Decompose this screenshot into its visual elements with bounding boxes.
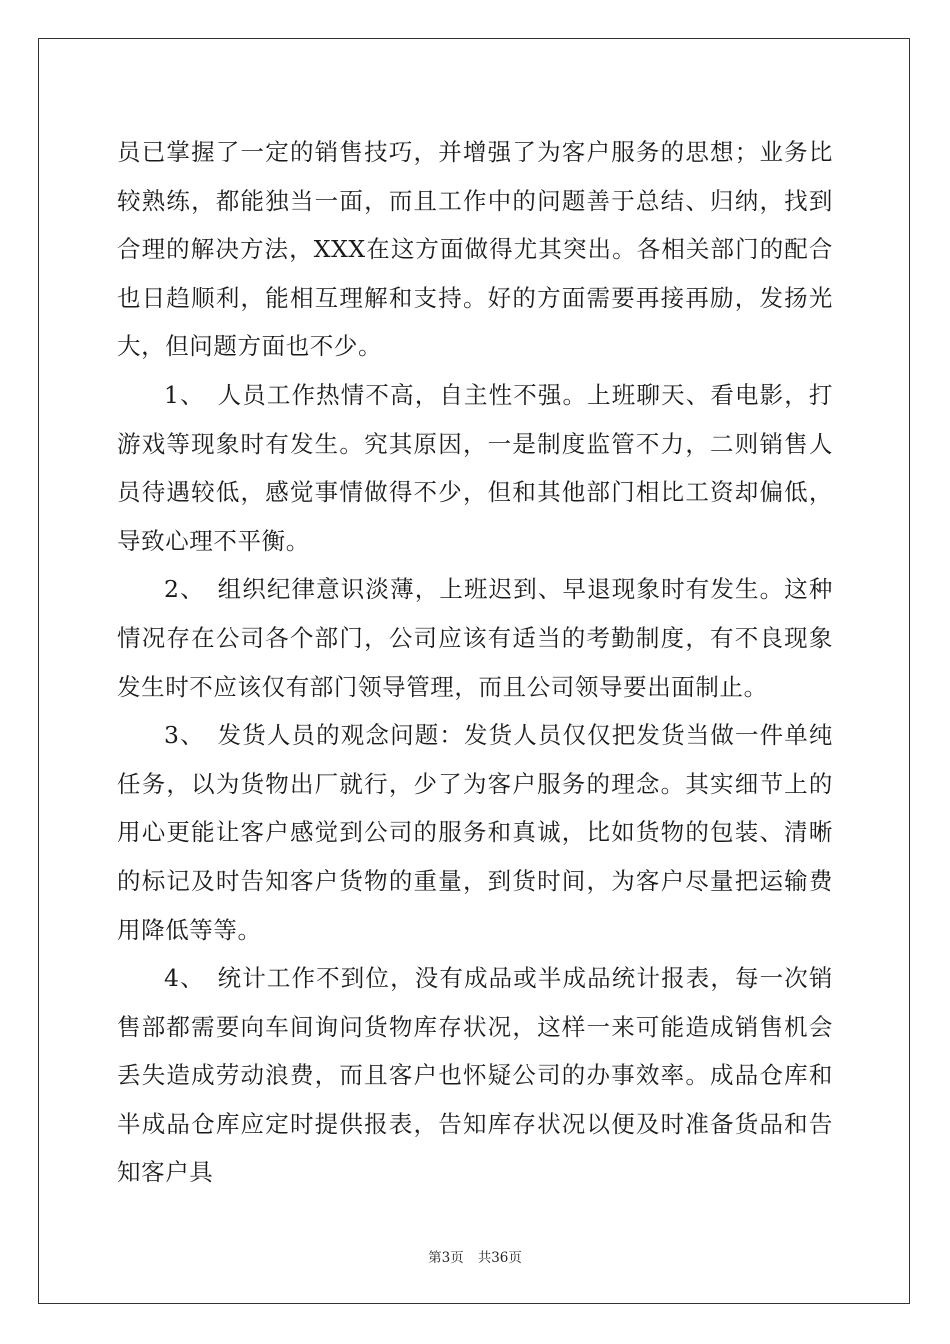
paragraph-intro: 员已掌握了一定的销售技巧，并增强了为客户服务的思想；业务比较熟练，都能独当一面，而且工作中的问题善于总结、归纳，找到合理的解决方法，XXX在这方面做得尤其突出。各相关部门的配合也日趋顺利，能相互理解和支持。好的方面需要再接再励，发扬光大，但问题方面也不少。 bbox=[117, 138, 833, 361]
document-body bbox=[117, 128, 833, 1197]
paragraph-item-1: 1、 人员工作热情不高，自主性不强。上班聊天、看电影，打游戏等现象时有发生。究其原因，一是制度监管不力，二则销售人员待遇较低，感觉事情做得不少，但和其他部门相比工资却偏低，导致心理不平衡。 bbox=[117, 380, 833, 555]
paragraph-item-4: 4、 统计工作不到位，没有成品或半成品统计报表，每一次销售部都需要向车间询问货物库存状况，这样一来可能造成销售机会丢失造成劳动浪费，而且客户也怀疑公司的办事效率。成品仓库和半成品仓库应定时提供报表，告知库存状况以便及时准备货品和告知客户具 bbox=[117, 964, 833, 1187]
page-footer bbox=[0, 1246, 950, 1266]
page-total: 共36页 bbox=[477, 1250, 522, 1266]
page-number: 第3页 bbox=[428, 1250, 464, 1266]
paragraph-item-3: 3、 发货人员的观念问题：发货人员仅仅把发货当做一件单纯任务，以为货物出厂就行，少了为客户服务的理念。其实细节上的用心更能让客户感觉到公司的服务和真诚，比如货物的包装、清晰的标记及时告知客户货物的重量，到货时间，为客户尽量把运输费用降低等等。 bbox=[117, 721, 833, 944]
paragraph-item-2: 2、 组织纪律意识淡薄，上班迟到、早退现象时有发生。这种情况存在公司各个部门，公司应该有适当的考勤制度，有不良现象发生时不应该仅有部门领导管理，而且公司领导要出面制止。 bbox=[117, 575, 833, 701]
